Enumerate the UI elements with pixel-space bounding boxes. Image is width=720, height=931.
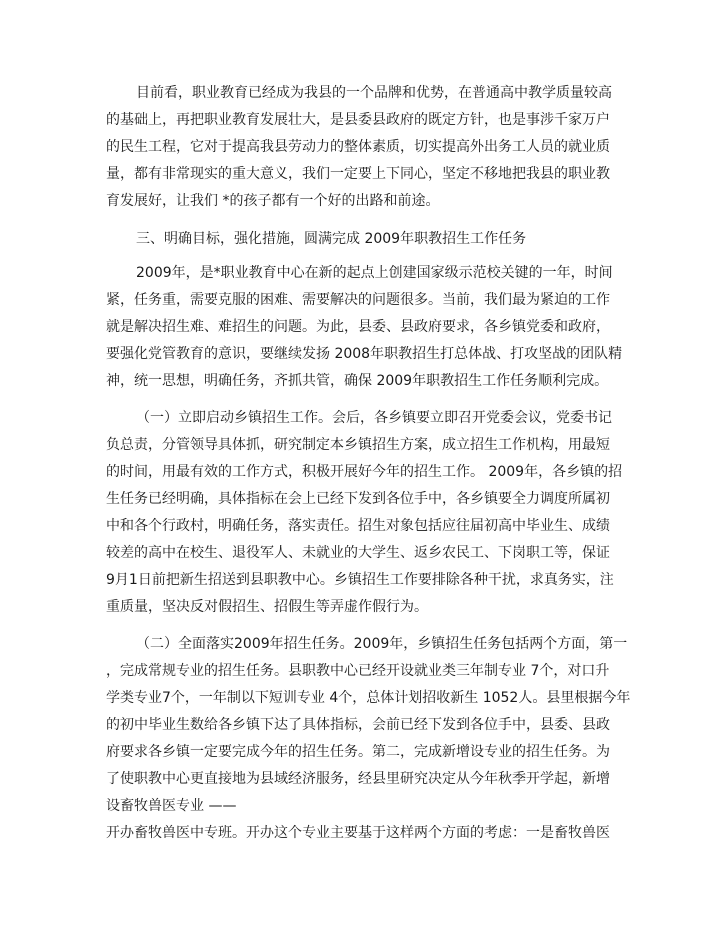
text-line: ，完成常规专业的招生任务。县职教中心已经开设就业类三年制专业 7个，对口升 xyxy=(106,663,610,679)
text-line: 的基础上，再把职业教育发展壮大，是县委县政府的既定方针，也是事涉千家万户 xyxy=(106,112,610,128)
text-line: 紧，任务重，需要克服的困难、需要解决的问题很多。当前，我们最为紧迫的工作 xyxy=(106,292,610,308)
text-line: 较差的高中在校生、退役军人、未就业的大学生、返乡农民工、下岗职工等，保证 xyxy=(106,545,610,561)
text-line: 目前看，职业教育已经成为我县的一个品牌和优势，在普通高中教学质量较高 xyxy=(136,85,612,101)
text-line: 就是解决招生难、难招生的问题。为此，县委、县政府要求，各乡镇党委和政府， xyxy=(106,319,610,335)
text-line: （二）全面落实2009年招生任务。2009年，乡镇招生任务包括两个方面，第一 xyxy=(136,636,628,652)
text-line: 育发展好，让我们 *的孩子都有一个好的出路和前途。 xyxy=(106,193,440,209)
section-heading: 三、明确目标，强化措施，圆满完成 2009年职教招生工作任务 xyxy=(136,231,527,247)
text-line: 开办畜牧兽医中专班。开办这个专业主要基于这样两个方面的考虑：一是畜牧兽医 xyxy=(106,825,610,841)
text-line: 9月1日前把新生招送到县职教中心。乡镇招生工作要排除各种干扰，求真务实，注 xyxy=(106,572,614,588)
text-line: 了使职教中心更直接地为县域经济服务，经县里研究决定从今年秋季开学起，新增 xyxy=(106,771,610,787)
text-line: 2009年，是*职业教育中心在新的起点上创建国家级示范校关键的一年，时间 xyxy=(136,265,613,281)
text-line: 中和各个行政村，明确任务，落实责任。招生对象包括应往届初高中毕业生、成绩 xyxy=(106,518,610,534)
text-line: （一）立即启动乡镇招生工作。会后，各乡镇要立即召开党委会议，党委书记 xyxy=(136,410,612,426)
text-line: 学类专业7个，一年制以下短训专业 4个，总体计划招收新生 1052人。县里根据今年 xyxy=(106,690,631,706)
text-line: 神，统一思想，明确任务，齐抓共管，确保 2009年职教招生工作任务顺利完成。 xyxy=(106,373,609,389)
text-line: 要强化党管教育的意识，要继续发扬 2008年职教招生打总体战、打攻坚战的团队精 xyxy=(106,346,623,362)
text-line: 量，都有非常现实的重大意义，我们一定要上下同心，坚定不移地把我县的职业教 xyxy=(106,166,610,182)
text-line: 的初中毕业生数给各乡镇下达了具体指标，会前已经下发到各位手中，县委、县政 xyxy=(106,717,610,733)
text-line: 府要求各乡镇一定要完成今年的招生任务。第二，完成新增设专业的招生任务。为 xyxy=(106,744,610,760)
text-line: 重质量，坚决反对假招生、招假生等弄虚作假行为。 xyxy=(106,599,428,615)
text-line: 的民生工程，它对于提高我县劳动力的整体素质，切实提高外出务工人员的就业质 xyxy=(106,139,610,155)
text-line: 的时间，用最有效的工作方式，积极开展好今年的招生工作。 2009年，各乡镇的招 xyxy=(106,464,623,480)
text-line: 负总责，分管领导具体抓，研究制定本乡镇招生方案，成立招生工作机构，用最短 xyxy=(106,437,610,453)
text-line: 生任务已经明确，具体指标在会上已经下发到各位手中，各乡镇要全力调度所属初 xyxy=(106,491,610,507)
text-line: 设畜牧兽医专业 —— xyxy=(106,798,237,814)
